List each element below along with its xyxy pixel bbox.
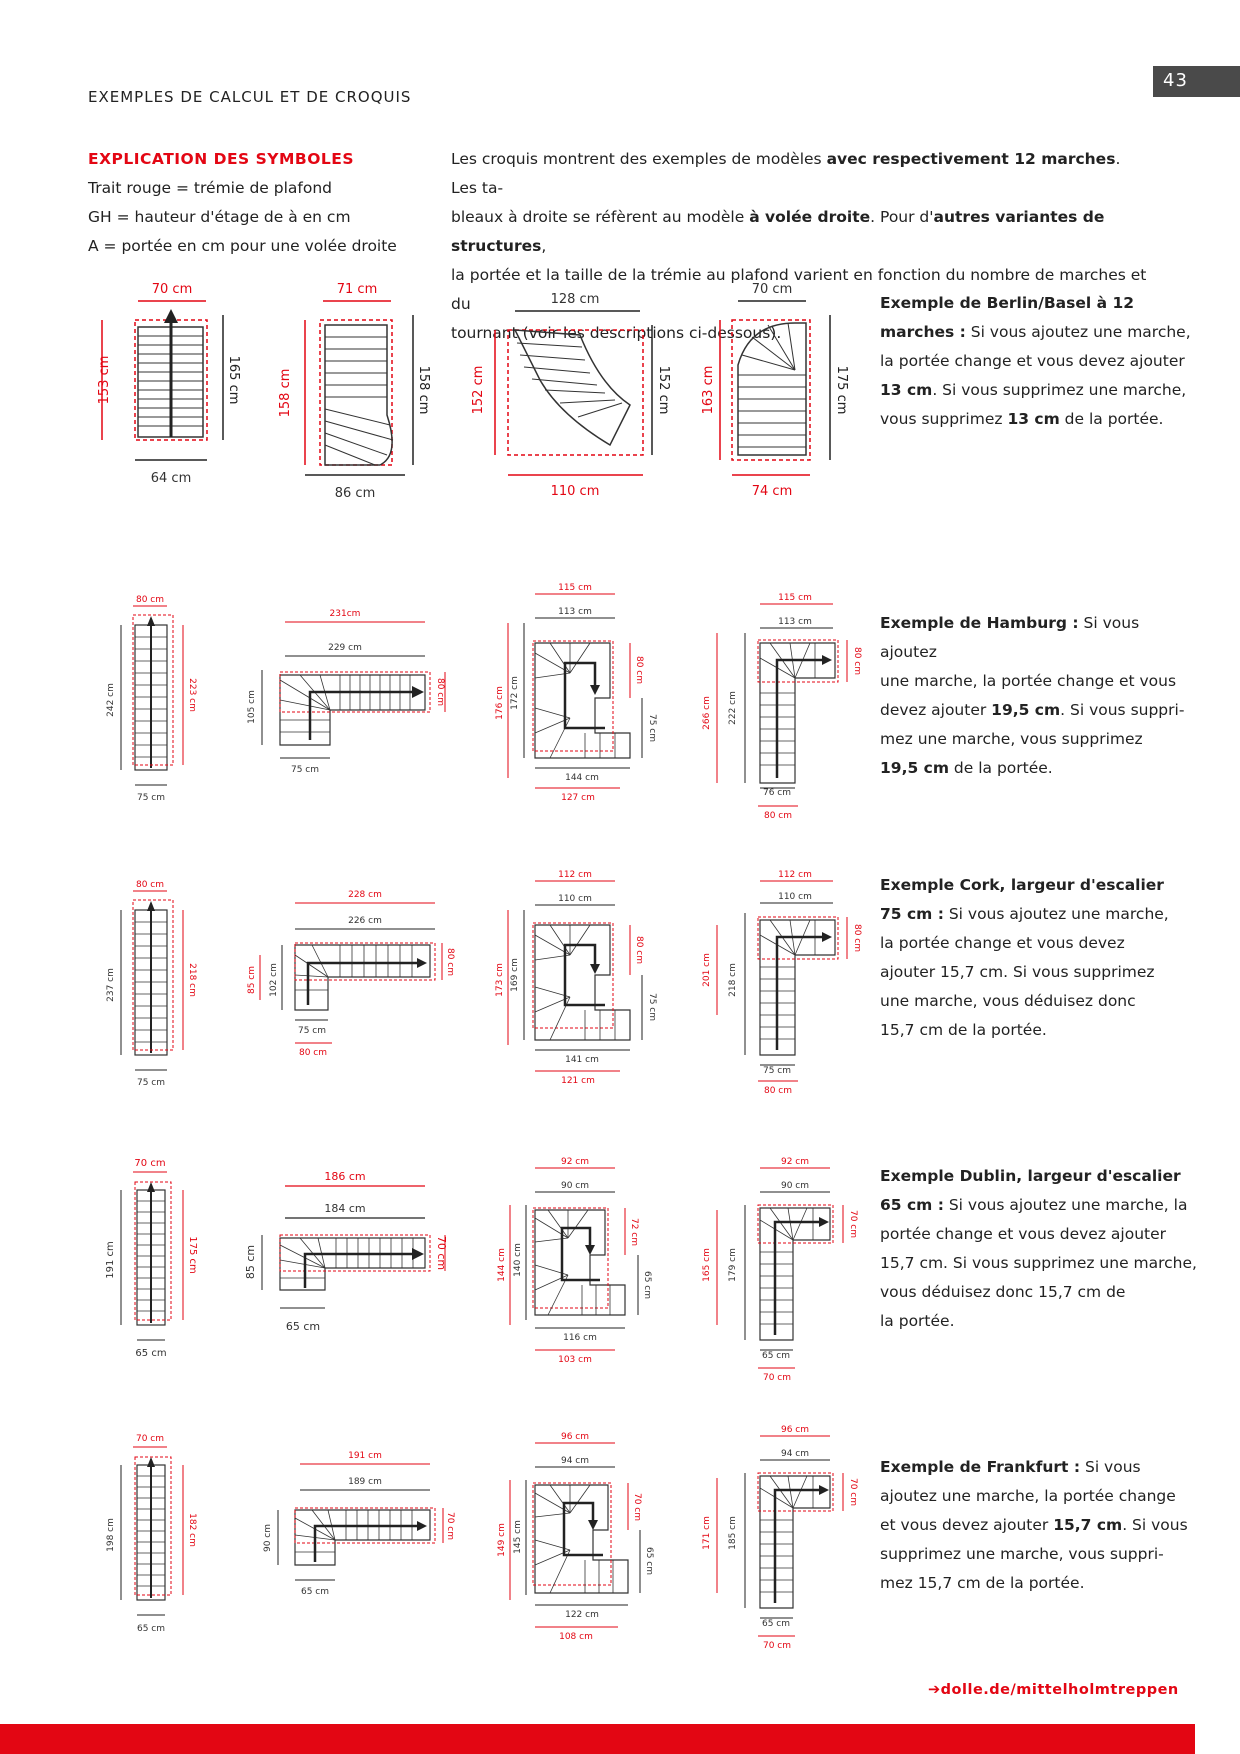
dim-top-red: 231cm	[329, 609, 361, 619]
dim-top: 189 cm	[348, 1477, 382, 1487]
dim-right-red: 80 cm	[634, 655, 644, 685]
dim-left-red: 201 cm	[702, 953, 712, 987]
dim-bottom: 65 cm	[761, 1619, 791, 1629]
dim-left: 158 cm	[278, 368, 293, 418]
dim-right: 165 cm	[226, 355, 241, 405]
dim-left: 237 cm	[106, 968, 116, 1002]
intro-text: Les croquis montrent des exemples de modèles	[451, 150, 827, 168]
dim-bottom: 74 cm	[751, 484, 793, 499]
sketch-hamburg-quarter-top	[695, 588, 865, 823]
example-text: de la portée.	[948, 759, 1053, 777]
dim-left: 172 cm	[510, 676, 520, 710]
intro-text: . Les ta-	[451, 150, 1121, 197]
dim-top-red: 115 cm	[558, 583, 592, 593]
dim-left: 163 cm	[701, 365, 716, 415]
example-title: Exemple de Berlin/Basel à 12	[880, 294, 1135, 312]
symbols-line-3: A = portée en cm pour une volée droite	[88, 237, 397, 255]
dim-right-red: 72 cm	[629, 1217, 639, 1247]
example-text: ajoutez une marche, la portée change	[880, 1487, 1176, 1505]
dim-bottom: 75 cm	[136, 793, 166, 803]
sketch-straight-12-steps	[80, 275, 280, 515]
dim-left: 179 cm	[728, 1248, 738, 1282]
dim-right: 175 cm	[834, 365, 849, 415]
dim-bottom: 141 cm	[565, 1055, 599, 1065]
dim-left-red: 176 cm	[495, 686, 505, 720]
dim-top-red: 228 cm	[348, 890, 382, 900]
dim-bottom: 65 cm	[761, 1351, 791, 1361]
example-text: la portée.	[880, 1312, 955, 1330]
dim-left: 102 cm	[269, 963, 279, 997]
dim-top-red: 92 cm	[780, 1157, 810, 1167]
dim-top: 110 cm	[558, 894, 592, 904]
dim-bottom: 64 cm	[150, 471, 192, 486]
dim-bottom-red: 80 cm	[763, 811, 793, 821]
dim-left: 198 cm	[106, 1518, 116, 1552]
sketch-dublin-quarter-top	[695, 1150, 865, 1390]
dim-top: 70 cm	[134, 1158, 166, 1169]
dim-right-red: 70 cm	[632, 1492, 642, 1522]
dim-top: 110 cm	[778, 892, 812, 902]
dim-left: 222 cm	[728, 691, 738, 725]
footer-link[interactable]	[928, 1682, 1179, 1698]
dim-top: 70 cm	[151, 282, 193, 297]
dim-left-red: 165 cm	[702, 1248, 712, 1282]
dim-left: 85 cm	[244, 1244, 257, 1280]
example-bold: 15,7 cm	[1053, 1516, 1123, 1534]
dim-top: 128 cm	[550, 292, 600, 307]
intro-text: la portée et la taille de la trémie au plafond varient en fonction du nombre de marches et du	[451, 266, 1147, 313]
example-bold: 13 cm	[880, 381, 933, 399]
dim-bottom-red: 80 cm	[298, 1048, 328, 1058]
example-text: vous déduisez donc 15,7 cm de	[880, 1283, 1126, 1301]
sketch-frankfurt-quarter	[240, 1440, 455, 1620]
example-title: Exemple Dublin, largeur d'escalier	[880, 1167, 1181, 1185]
dim-bottom: 75 cm	[290, 765, 320, 775]
example-text: 15,7 cm. Si vous supprimez une marche,	[880, 1254, 1197, 1272]
dim-left: 185 cm	[728, 1516, 738, 1550]
example-text: . Si vous supprimez une marche,	[932, 381, 1187, 399]
dim-left: 242 cm	[106, 683, 116, 717]
page-number-tab	[1153, 66, 1240, 97]
dim-right: 70 cm	[848, 1209, 858, 1239]
arrow-right-icon: ➔	[928, 1682, 941, 1698]
example-text: devez ajouter	[880, 701, 992, 719]
page-number: 43	[1163, 70, 1188, 91]
sketch-dublin-half	[490, 1150, 660, 1380]
example-bold: 13 cm	[1007, 410, 1060, 428]
dim-right: 70 cm	[848, 1477, 858, 1507]
sketch-frankfurt-half	[490, 1425, 660, 1655]
dim-top-red: 96 cm	[560, 1432, 590, 1442]
symbols-line-1: Trait rouge = trémie de plafond	[88, 179, 332, 197]
dim-left: 90 cm	[263, 1523, 273, 1553]
dim-left-red: 266 cm	[702, 696, 712, 730]
dim-top: 229 cm	[328, 643, 362, 653]
dim-right: 80 cm	[435, 677, 445, 707]
intro-text: tournant (voir les descriptions ci-dessous).	[451, 324, 782, 342]
symbols-title: EXPLICATION DES SYMBOLES	[88, 150, 355, 168]
intro-text: . Pour d'	[870, 208, 934, 226]
dim-bottom: 75 cm	[297, 1026, 327, 1036]
dim-right: 175 cm	[187, 1236, 198, 1274]
example-cork	[880, 871, 1200, 1045]
dim-right: 75 cm	[647, 713, 657, 743]
dim-left: 191 cm	[105, 1241, 116, 1279]
dim-right: 65 cm	[644, 1546, 654, 1576]
example-dublin	[880, 1162, 1200, 1336]
dim-top-red: 191 cm	[348, 1451, 382, 1461]
dim-left-red: 144 cm	[497, 1248, 507, 1282]
example-text: portée change et vous devez ajouter	[880, 1225, 1167, 1243]
example-text: et vous devez ajouter	[880, 1516, 1054, 1534]
dim-right: 218 cm	[187, 963, 197, 997]
dim-top-red: 186 cm	[324, 1170, 366, 1183]
dim-top: 94 cm	[780, 1449, 810, 1459]
dim-bottom-red: 70 cm	[762, 1373, 792, 1383]
sketch-dublin-straight	[95, 1150, 225, 1370]
example-text: mez une marche, vous supprimez	[880, 730, 1143, 748]
dim-bottom: 65 cm	[135, 1348, 167, 1359]
example-text: Si vous ajoutez	[880, 614, 1140, 661]
sketch-hamburg-straight	[95, 590, 225, 810]
dim-right: 70 cm	[445, 1511, 455, 1541]
dim-right: 223 cm	[187, 678, 197, 712]
sketch-bottom-winder-12-steps	[265, 275, 465, 515]
dim-right-red: 80 cm	[634, 935, 644, 965]
dim-left: 218 cm	[728, 963, 738, 997]
dim-left: 140 cm	[513, 1243, 523, 1277]
dim-left: 152 cm	[471, 365, 486, 415]
example-bold: 19,5 cm	[880, 759, 949, 777]
example-text: de la portée.	[1059, 410, 1164, 428]
sketch-hamburg-quarter	[240, 600, 450, 790]
dim-right: 80 cm	[852, 923, 862, 953]
dim-left: 169 cm	[510, 958, 520, 992]
example-text: la portée change et vous devez	[880, 934, 1125, 952]
dim-top: 90 cm	[560, 1181, 590, 1191]
page-header: EXEMPLES DE CALCUL ET DE CROQUIS	[88, 88, 412, 106]
dim-left: 153 cm	[97, 355, 112, 405]
example-bold: 19,5 cm	[991, 701, 1061, 719]
sketch-cork-half	[490, 865, 660, 1095]
example-text: Si vous ajoutez une marche, la	[943, 1196, 1188, 1214]
example-text: . Si vous	[1122, 1516, 1188, 1534]
dim-top-red: 112 cm	[558, 870, 592, 880]
dim-top: 113 cm	[778, 617, 812, 627]
intro-bold: à volée droite	[749, 208, 871, 226]
example-text: ajouter 15,7 cm. Si vous supprimez	[880, 963, 1155, 981]
dim-bottom: 144 cm	[565, 773, 599, 783]
example-text: . Si vous suppri-	[1060, 701, 1185, 719]
dim-bottom-red: 121 cm	[561, 1076, 595, 1086]
sketch-cork-quarter-top	[695, 865, 865, 1100]
dim-left: 145 cm	[513, 1520, 523, 1554]
dim-left-red: 85 cm	[247, 965, 257, 995]
dim-right: 182 cm	[187, 1513, 197, 1547]
dim-top: 90 cm	[780, 1181, 810, 1191]
dim-bottom: 76 cm	[762, 788, 792, 798]
example-title: 75 cm :	[880, 905, 944, 923]
dim-right: 158 cm	[416, 365, 431, 415]
symbols-line-2: GH = hauteur d'étage de à en cm	[88, 208, 351, 226]
dim-top-red: 112 cm	[778, 870, 812, 880]
example-hamburg	[880, 609, 1200, 783]
dim-bottom: 65 cm	[136, 1624, 166, 1634]
example-text: 15,7 cm de la portée.	[880, 1021, 1047, 1039]
dim-left-red: 149 cm	[497, 1523, 507, 1557]
dim-right: 80 cm	[445, 947, 455, 977]
dim-right: 152 cm	[656, 365, 671, 415]
dim-top-red: 115 cm	[778, 593, 812, 603]
example-text: supprimez une marche, vous suppri-	[880, 1545, 1164, 1563]
example-text: mez 15,7 cm de la portée.	[880, 1574, 1085, 1592]
dim-left: 105 cm	[247, 690, 257, 724]
example-frankfurt	[880, 1453, 1200, 1598]
example-title: Exemple Cork, largeur d'escalier	[880, 876, 1164, 894]
dim-bottom-red: 108 cm	[559, 1632, 593, 1642]
sketch-cork-straight	[95, 875, 225, 1095]
dim-bottom: 75 cm	[136, 1078, 166, 1088]
example-text: Si vous ajoutez une marche,	[965, 323, 1191, 341]
dim-top: 80 cm	[135, 880, 165, 890]
symbols-legend	[88, 145, 397, 261]
dim-bottom: 86 cm	[334, 486, 376, 501]
dim-top-red: 92 cm	[560, 1157, 590, 1167]
dim-top: 184 cm	[324, 1202, 366, 1215]
dim-top: 71 cm	[336, 282, 378, 297]
dim-right: 80 cm	[852, 646, 862, 676]
footer-red-bar	[0, 1724, 1195, 1754]
example-text: la portée change et vous devez ajouter	[880, 352, 1185, 370]
dim-bottom: 116 cm	[563, 1333, 597, 1343]
dim-top: 80 cm	[135, 595, 165, 605]
dim-top: 70 cm	[751, 282, 793, 297]
example-title: Exemple de Hamburg :	[880, 614, 1079, 632]
dim-top: 113 cm	[558, 607, 592, 617]
dim-top: 70 cm	[135, 1434, 165, 1444]
example-text: Si vous	[1080, 1458, 1141, 1476]
intro-bold: autres variantes de structures	[451, 208, 1105, 255]
sketch-cork-quarter	[240, 885, 455, 1065]
example-title: marches :	[880, 323, 966, 341]
dim-bottom: 75 cm	[762, 1066, 792, 1076]
dim-bottom-red: 80 cm	[763, 1086, 793, 1096]
intro-text: ,	[541, 237, 547, 255]
dim-right: 75 cm	[647, 992, 657, 1022]
example-text: une marche, la portée change et vous	[880, 672, 1177, 690]
example-text: Si vous ajoutez une marche,	[943, 905, 1169, 923]
dim-right: 65 cm	[642, 1270, 652, 1300]
dim-left-red: 171 cm	[702, 1516, 712, 1550]
dim-bottom-red: 70 cm	[762, 1641, 792, 1651]
dim-bottom: 122 cm	[565, 1610, 599, 1620]
dim-bottom: 110 cm	[550, 484, 600, 499]
dim-top: 94 cm	[560, 1456, 590, 1466]
footer-link-text: dolle.de/mittelholmtreppen	[940, 1682, 1179, 1698]
example-title: Exemple de Frankfurt :	[880, 1458, 1081, 1476]
dim-bottom-red: 127 cm	[561, 793, 595, 803]
dim-bottom: 65 cm	[300, 1587, 330, 1597]
example-text: vous supprimez	[880, 410, 1008, 428]
intro-text: bleaux à droite se réfèrent au modèle	[451, 208, 750, 226]
dim-right: 70 cm	[435, 1235, 448, 1271]
dim-top: 226 cm	[348, 916, 382, 926]
example-title: 65 cm :	[880, 1196, 944, 1214]
sketch-frankfurt-quarter-top	[695, 1418, 865, 1658]
dim-bottom: 65 cm	[285, 1320, 321, 1333]
sketch-curved-12-steps	[460, 275, 670, 515]
sketch-dublin-quarter	[240, 1160, 450, 1350]
dim-top-red: 96 cm	[780, 1425, 810, 1435]
example-berlin-basel	[880, 289, 1200, 434]
sketch-frankfurt-straight	[95, 1425, 225, 1645]
dim-left-red: 173 cm	[495, 963, 505, 997]
intro-bold: avec respectivement 12 marches	[826, 150, 1116, 168]
dim-bottom-red: 103 cm	[558, 1355, 592, 1365]
sketch-top-winder-12-steps	[690, 275, 880, 515]
example-text: une marche, vous déduisez donc	[880, 992, 1136, 1010]
sketch-hamburg-half	[490, 578, 660, 808]
